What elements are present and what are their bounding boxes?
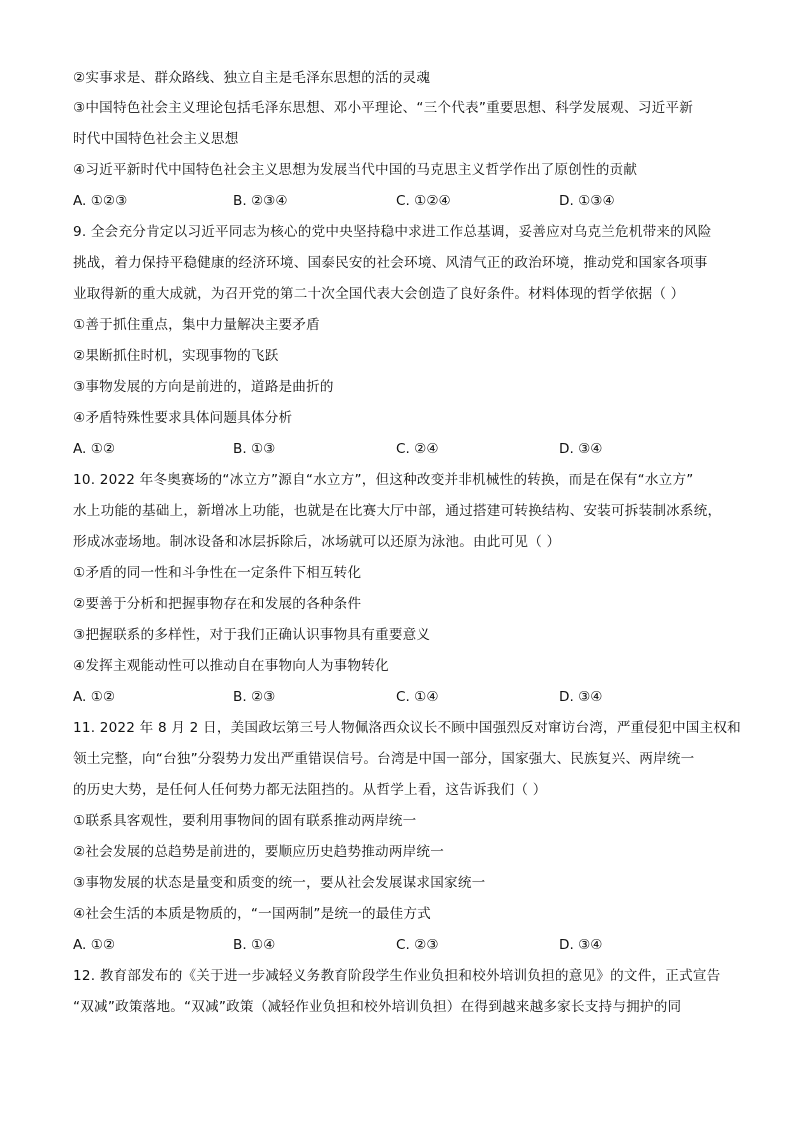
q10-stem-line-2: 水上功能的基础上，新增冰上功能，也就是在比赛大厅中部，通过搭建可转换结构、安装可拆装制冰系统， — [73, 503, 722, 519]
q9-option-b: B. ①③ — [233, 441, 276, 457]
q11-option-b: B. ①④ — [233, 937, 276, 953]
q9-stem-line-1: 9. 全会充分肯定以习近平同志为核心的党中央坚持稳中求进工作总基调，妥善应对乌克兰危机带来的风险 — [73, 224, 712, 240]
q9-option-a: A. ①② — [73, 441, 116, 457]
q11-item-4: ④社会生活的本质是物质的，“一国两制”是统一的最佳方式 — [73, 906, 431, 922]
q9-item-3: ③事物发展的方向是前进的，道路是曲折的 — [73, 379, 334, 395]
q8-option-d: D. ①③④ — [559, 193, 615, 209]
q8-item-2: ②实事求是、群众路线、独立自主是毛泽东思想的活的灵魂 — [73, 70, 431, 86]
q10-option-b: B. ②③ — [233, 689, 276, 705]
q9-stem-line-3: 业取得新的重大成就，为召开党的第二十次全国代表大会创造了良好条件。材料体现的哲学依据（ ） — [73, 286, 685, 302]
q12-stem-line-2: “双减”政策落地。“双减”政策（减轻作业负担和校外培训负担）在得到越来越多家长支持与拥护的同 — [73, 999, 682, 1015]
q11-stem-line-2: 领土完整，向“台独”分裂势力发出严重错误信号。台湾是中国一部分，国家强大、民族复兴、两岸统一 — [73, 751, 695, 767]
q9-item-1: ①善于抓住重点，集中力量解决主要矛盾 — [73, 317, 320, 333]
q10-stem-line-3: 形成冰壶场地。制冰设备和冰层拆除后，冰场就可以还原为泳池。由此可见（ ） — [73, 534, 561, 550]
q9-item-2: ②果断抓住时机，实现事物的飞跃 — [73, 348, 279, 364]
q11-item-1: ①联系具客观性，要利用事物间的固有联系推动两岸统一 — [73, 813, 417, 829]
q11-item-2: ②社会发展的总趋势是前进的，要顺应历史趋势推动两岸统一 — [73, 844, 445, 860]
q10-item-2: ②要善于分析和把握事物存在和发展的各种条件 — [73, 596, 362, 612]
q10-stem-line-1: 10. 2022 年冬奥赛场的“冰立方”源自“水立方”，但这种改变并非机械性的转换，而是在保有“水立方” — [73, 472, 694, 488]
q8-item-3: ③中国特色社会主义理论包括毛泽东思想、邓小平理论、“三个代表”重要思想、科学发展观、习近平新 — [73, 100, 693, 116]
q9-item-4: ④矛盾特殊性要求具体问题具体分析 — [73, 410, 293, 426]
q9-option-c: C. ②④ — [396, 441, 439, 457]
q11-stem-line-1: 11. 2022 年 8 月 2 日，美国政坛第三号人物佩洛西众议长不顾中国强烈反对窜访台湾，严重侵犯中国主权和 — [73, 720, 741, 736]
q8-item-3-cont: 时代中国特色社会主义思想 — [73, 131, 239, 147]
q10-item-3: ③把握联系的多样性，对于我们正确认识事物具有重要意义 — [73, 627, 431, 643]
q9-option-d: D. ③④ — [559, 441, 603, 457]
q12-stem-line-1: 12. 教育部发布的《关于进一步减轻义务教育阶段学生作业负担和校外培训负担的意见》的文件，正式宣告 — [73, 968, 721, 984]
q8-option-b: B. ②③④ — [233, 193, 288, 209]
q11-item-3: ③事物发展的状态是量变和质变的统一，要从社会发展谋求国家统一 — [73, 875, 486, 891]
q10-option-d: D. ③④ — [559, 689, 603, 705]
q11-option-c: C. ②③ — [396, 937, 439, 953]
q8-option-a: A. ①②③ — [73, 193, 128, 209]
q11-stem-line-3: 的历史大势，是任何人任何势力都无法阻挡的。从哲学上看，这告诉我们（ ） — [73, 782, 547, 798]
q8-option-c: C. ①②④ — [396, 193, 451, 209]
q8-item-4: ④习近平新时代中国特色社会主义思想为发展当代中国的马克思主义哲学作出了原创性的贡献 — [73, 162, 638, 178]
q10-item-4: ④发挥主观能动性可以推动自在事物向人为事物转化 — [73, 658, 389, 674]
q11-option-a: A. ①② — [73, 937, 116, 953]
q11-option-d: D. ③④ — [559, 937, 603, 953]
q9-stem-line-2: 挑战，着力保持平稳健康的经济环境、国泰民安的社会环境、风清气正的政治环境，推动党和国家各项事 — [73, 255, 708, 271]
q10-option-a: A. ①② — [73, 689, 116, 705]
q10-item-1: ①矛盾的同一性和斗争性在一定条件下相互转化 — [73, 565, 362, 581]
q10-option-c: C. ①④ — [396, 689, 439, 705]
